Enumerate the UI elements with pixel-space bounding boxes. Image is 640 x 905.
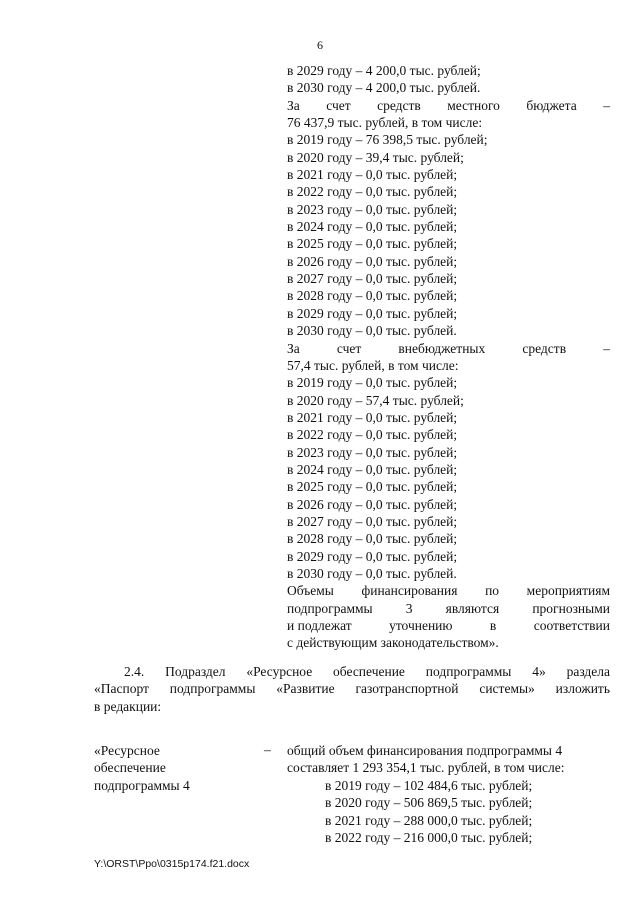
local-budget-heading: За счет средств местного бюджета – — [287, 97, 610, 113]
extrabudget-year: в 2026 году – 0,0 тыс. рублей; — [287, 496, 458, 512]
resource-dash: – — [264, 742, 271, 757]
local-budget-year: в 2027 году – 0,0 тыс. рублей; — [287, 271, 458, 287]
resource-content — [287, 742, 610, 846]
funding-line: в 2029 году – 4 200,0 тыс. рублей; — [287, 63, 481, 78]
extrabudget-year: в 2021 году – 0,0 тыс. рублей; — [287, 409, 458, 425]
extrabudget-year: в 2027 году – 0,0 тыс. рублей; — [287, 513, 458, 529]
resource-year: в 2022 году – 216 000,0 тыс. рублей; — [325, 830, 533, 846]
local-budget-year: в 2026 году – 0,0 тыс. рублей; — [287, 253, 458, 269]
section-2-4-paragraph — [94, 663, 610, 715]
extrabudget-year: в 2024 году – 0,0 тыс. рублей; — [287, 461, 458, 477]
local-budget-year: в 2025 году – 0,0 тыс. рублей; — [287, 236, 458, 252]
extrabudget-year: в 2029 году – 0,0 тыс. рублей; — [287, 548, 458, 564]
local-budget-year: в 2029 году – 0,0 тыс. рублей; — [287, 305, 458, 321]
volumes-note-line: подпрограммы 3 являются прогнозными — [287, 600, 610, 616]
resource-label: «Ресурсное обеспечение подпрограммы 4 — [94, 743, 190, 793]
resource-year: в 2020 году – 506 869,5 тыс. рублей; — [325, 795, 533, 811]
section-line: «Паспорт подпрограммы «Развитие газотранспортной системы» изложить — [94, 681, 610, 697]
local-budget-year: в 2030 году – 0,0 тыс. рублей. — [287, 323, 457, 339]
local-budget-year: в 2028 году – 0,0 тыс. рублей; — [287, 288, 458, 304]
volumes-note-line: Объемы финансирования по мероприятиям — [287, 583, 610, 599]
extrabudget-year: в 2028 году – 0,0 тыс. рублей; — [287, 531, 458, 547]
local-budget-year: в 2024 году – 0,0 тыс. рублей; — [287, 219, 458, 235]
extrabudget-total: 57,4 тыс. рублей, в том числе: — [287, 357, 459, 373]
file-path-footer: Y:\ORST\Ppo\0315p174.f21.docx — [94, 858, 250, 870]
local-budget-year: в 2019 году – 76 398,5 тыс. рублей; — [287, 132, 488, 148]
extrabudget-year: в 2019 году – 0,0 тыс. рублей; — [287, 375, 458, 391]
extrabudget-year: в 2025 году – 0,0 тыс. рублей; — [287, 479, 458, 495]
page-number: 6 — [317, 38, 323, 52]
resource-intro-line: общий объем финансирования подпрограммы 4 — [287, 743, 563, 758]
volumes-note-line: и подлежат уточнению в соответствии — [287, 618, 610, 633]
local-budget-year: в 2021 году – 0,0 тыс. рублей; — [287, 167, 458, 183]
volumes-note-line: с действующим законодательством». — [287, 635, 499, 651]
local-budget-total: 76 437,9 тыс. рублей, в том числе: — [287, 115, 483, 131]
funding-line: в 2030 году – 4 200,0 тыс. рублей. — [287, 80, 481, 96]
resource-year: в 2021 году – 288 000,0 тыс. рублей; — [325, 812, 533, 828]
resource-intro-line: составляет 1 293 354,1 тыс. рублей, в том числе: — [287, 760, 565, 776]
extrabudget-heading: За счет внебюджетных средств – — [287, 340, 610, 356]
section-line: в редакции: — [94, 698, 162, 714]
resource-year: в 2019 году – 102 484,6 тыс. рублей; — [325, 777, 533, 793]
extrabudget-year: в 2030 году – 0,0 тыс. рублей. — [287, 565, 457, 581]
section-line: 2.4. Подраздел «Ресурсное обеспечение подпрограммы 4» раздела — [124, 664, 610, 679]
extrabudget-year: в 2022 году – 0,0 тыс. рублей; — [287, 427, 458, 443]
local-budget-year: в 2020 году – 39,4 тыс. рублей; — [287, 149, 464, 165]
local-budget-year: в 2023 году – 0,0 тыс. рублей; — [287, 201, 458, 217]
funding-column — [287, 62, 610, 652]
local-budget-year: в 2022 году – 0,0 тыс. рублей; — [287, 184, 458, 200]
extrabudget-year: в 2020 году – 57,4 тыс. рублей; — [287, 392, 464, 408]
extrabudget-year: в 2023 году – 0,0 тыс. рублей; — [287, 444, 458, 460]
